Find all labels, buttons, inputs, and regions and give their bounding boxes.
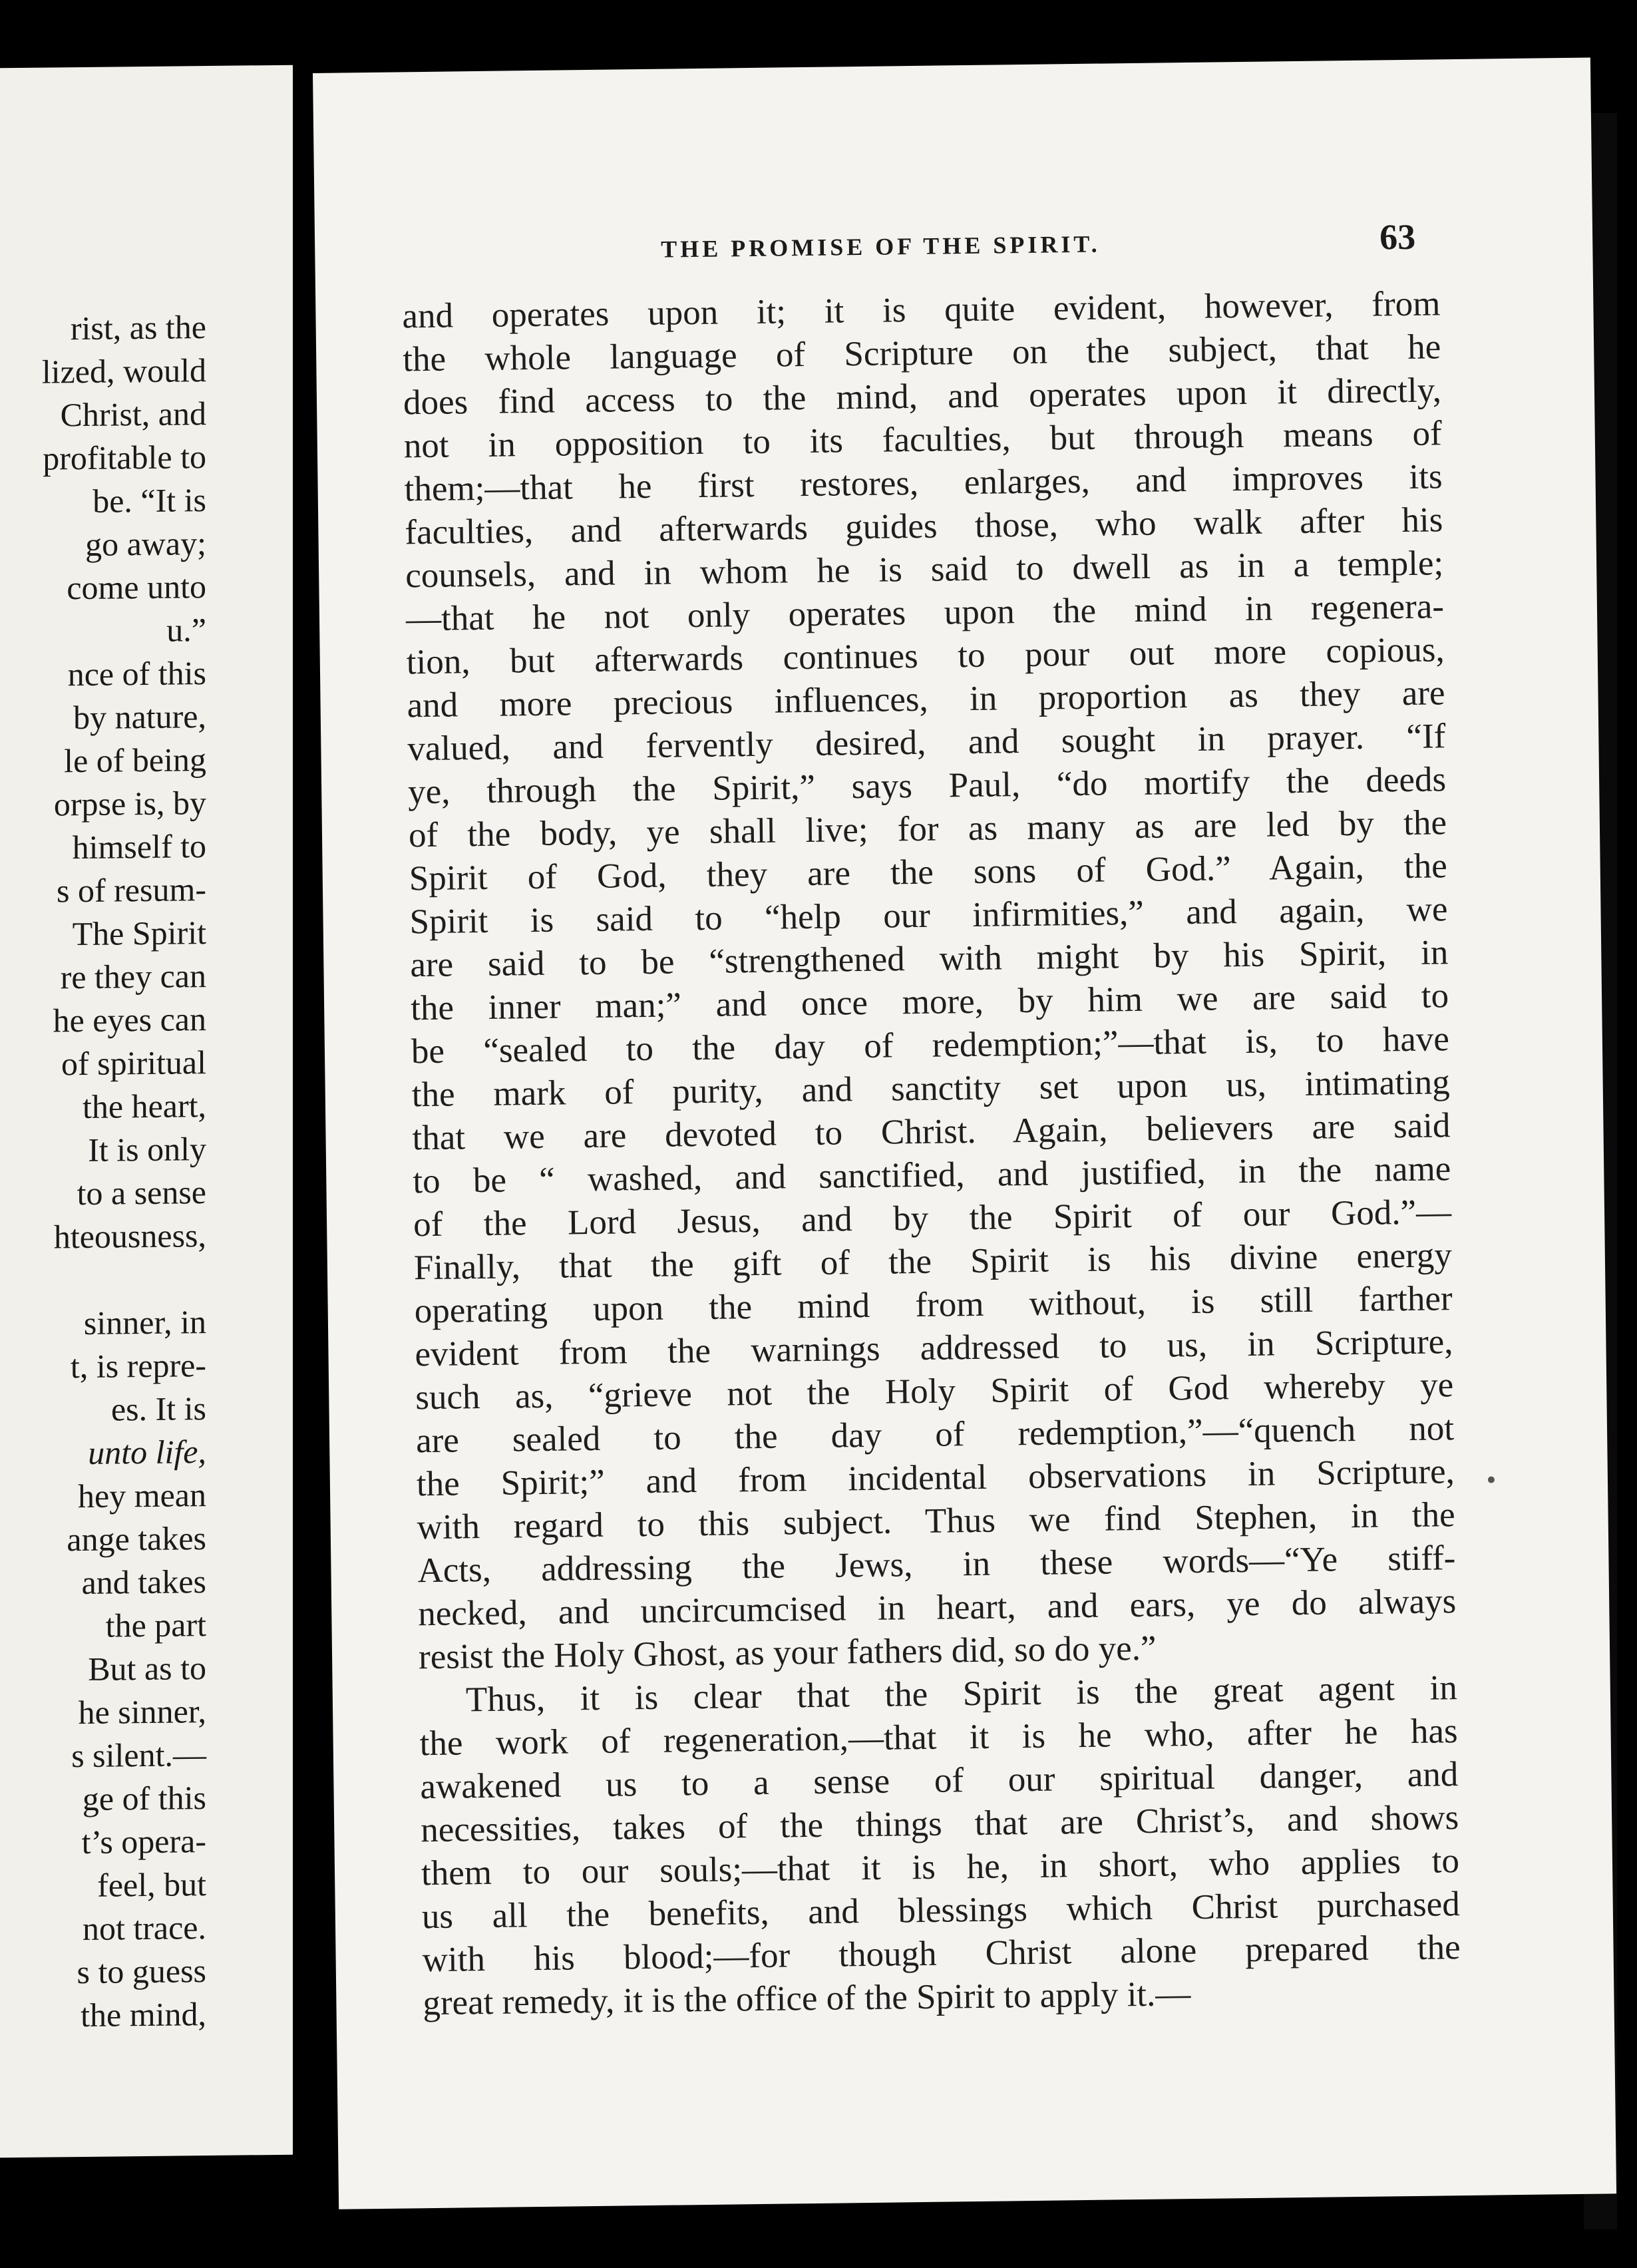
left-line: t, is repre-	[70, 1346, 206, 1386]
left-line: the heart,	[82, 1087, 206, 1126]
text-line: with regard to this subject. Thus we find Stephen, in the	[417, 1495, 1455, 1547]
text-line: great remedy, it is the office of the Spirit to apply it.—	[423, 1975, 1191, 2023]
left-line: rist, as the	[70, 308, 206, 347]
left-line: the part	[105, 1606, 206, 1644]
italic-text: unto life,	[88, 1433, 206, 1471]
text-line: of the body, ye shall live; for as many as are led by the	[408, 803, 1447, 855]
text-line: the whole language of Scripture on the subject, that he	[402, 327, 1441, 379]
text-line: are said to be “strengthened with might by his Spirit, in	[410, 933, 1449, 985]
left-line: not trace.	[82, 1909, 206, 1948]
left-line: s of resum-	[57, 870, 206, 910]
text-line: resist the Holy Ghost, as your fathers did, so do ye.”	[418, 1628, 1157, 1677]
text-line: not in opposition to its faculties, but through means of	[403, 414, 1443, 466]
left-line: s silent.—	[71, 1736, 206, 1775]
left-line: and takes	[81, 1563, 206, 1602]
left-line: It is only	[88, 1130, 206, 1169]
text-line: necked, and uncircumcised in heart, and ears, ye do always	[417, 1582, 1457, 1634]
left-line: profitable to	[43, 438, 206, 477]
text-line: Finally, that the gift of the Spirit is his divine energy	[413, 1236, 1453, 1288]
text-line: the work of regeneration,—that it is he who, after he has	[419, 1712, 1458, 1764]
text-line: to be “ washed, and sanctified, and justified, in the name	[413, 1149, 1451, 1201]
left-line: nce of this	[67, 654, 206, 693]
text-line: such as, “grieve not the Holy Spirit of God whereby ye	[415, 1366, 1454, 1418]
left-line: go away;	[85, 524, 206, 563]
left-line: he sinner,	[78, 1692, 206, 1732]
left-line: of spiritual	[61, 1043, 206, 1083]
left-line: le of being	[64, 741, 206, 780]
text-line: faculties, and afterwards guides those, who walk after his	[405, 500, 1443, 552]
text-line: counsels, and in whom he is said to dwell as in a temple;	[405, 544, 1444, 596]
left-line: es. It is	[110, 1390, 206, 1428]
text-line: tion, but afterwards continues to pour out more copious,	[406, 630, 1445, 682]
left-line: come unto	[67, 568, 206, 607]
text-line: awakened us to a sense of our spiritual danger, and	[420, 1755, 1459, 1807]
previous-page-fragment	[0, 65, 293, 2158]
text-line: operating upon the mind from without, is still farther	[414, 1279, 1453, 1331]
left-line: ange takes	[67, 1519, 206, 1559]
left-line: re they can	[60, 957, 206, 996]
left-line: ge of this	[82, 1779, 206, 1818]
text-line: with his blood;—for though Christ alone prepared the	[422, 1928, 1461, 1980]
left-line: sinner, in	[83, 1303, 206, 1342]
text-line: the inner man;” and once more, by him we are said to	[410, 976, 1449, 1028]
previous-page-text	[0, 305, 206, 2038]
text-line: —that he not only operates upon the mind in regenera-	[405, 587, 1445, 639]
text-line: are sealed to the day of redemption,”—“quench not	[415, 1409, 1455, 1461]
text-line: of the Lord Jesus, and by the Spirit of our God.”—	[413, 1193, 1452, 1244]
text-line: Spirit of God, they are the sons of God.” Again, the	[409, 847, 1448, 898]
left-line: hey mean	[78, 1476, 206, 1515]
left-line: But as to	[88, 1649, 206, 1688]
text-line: us all the benefits, and blessings which Christ purchased	[421, 1885, 1461, 1937]
text-line: that we are devoted to Christ. Again, believers are said	[412, 1106, 1451, 1158]
current-page	[313, 58, 1616, 2209]
text-line: the Spirit;” and from incidental observations in Scripture,	[416, 1452, 1455, 1504]
text-line: and operates upon it; it is quite evident, however, from	[402, 284, 1441, 336]
text-line: evident from the warnings addressed to us, in Scripture,	[415, 1322, 1453, 1374]
paper-speck	[1488, 1476, 1495, 1483]
page-body-text	[402, 282, 1461, 2025]
paragraph-first-line: Thus, it is clear that the Spirit is the great agent in	[465, 1668, 1458, 1720]
left-line: by nature,	[73, 697, 206, 737]
left-line: The Spirit	[72, 914, 206, 953]
left-line: feel, but	[97, 1865, 206, 1904]
left-line: orpse is, by	[53, 784, 206, 823]
left-line: Christ, and	[60, 395, 206, 434]
running-head: THE PROMISE OF THE SPIRIT.	[661, 230, 1101, 263]
left-line: be. “It is	[92, 481, 206, 520]
left-line: s to guess	[77, 1952, 206, 1991]
left-line-italic	[0, 1430, 206, 1476]
text-line: be “sealed to the day of redemption;”—that is, to have	[411, 1020, 1450, 1071]
left-line: lized, would	[41, 351, 206, 391]
left-line: u.”	[166, 611, 206, 649]
text-line: them;—that he first restores, enlarges, and improves its	[404, 457, 1443, 509]
page-number: 63	[1379, 216, 1416, 258]
left-paragraph-gap	[0, 1257, 206, 1303]
text-line: does find access to the mind, and operates upon it directly,	[403, 371, 1442, 423]
left-line: he eyes can	[53, 1000, 206, 1040]
text-line: and more precious influences, in proportion as they are	[407, 673, 1445, 725]
text-line: necessities, takes of the things that are Christ’s, and shows	[420, 1798, 1459, 1850]
left-line: hteousness,	[53, 1217, 206, 1256]
text-line: ye, through the Spirit,” says Paul, “do mortify the deeds	[407, 760, 1447, 812]
left-line: himself to	[72, 827, 206, 866]
text-line: Acts, addressing the Jews, in these words—“Ye stiff-	[417, 1539, 1456, 1591]
text-line: the mark of purity, and sanctity set upon us, intimating	[411, 1063, 1451, 1115]
left-line: to a sense	[77, 1173, 206, 1213]
text-line: Spirit is said to “help our infirmities,” and again, we	[409, 890, 1448, 942]
text-line: valued, and fervently desired, and sought in prayer. “If	[407, 717, 1446, 769]
left-line: t’s opera-	[81, 1822, 206, 1861]
text-line: them to our souls;—that it is he, in short, who applies to	[421, 1841, 1460, 1893]
left-line: the mind,	[81, 1995, 206, 2034]
